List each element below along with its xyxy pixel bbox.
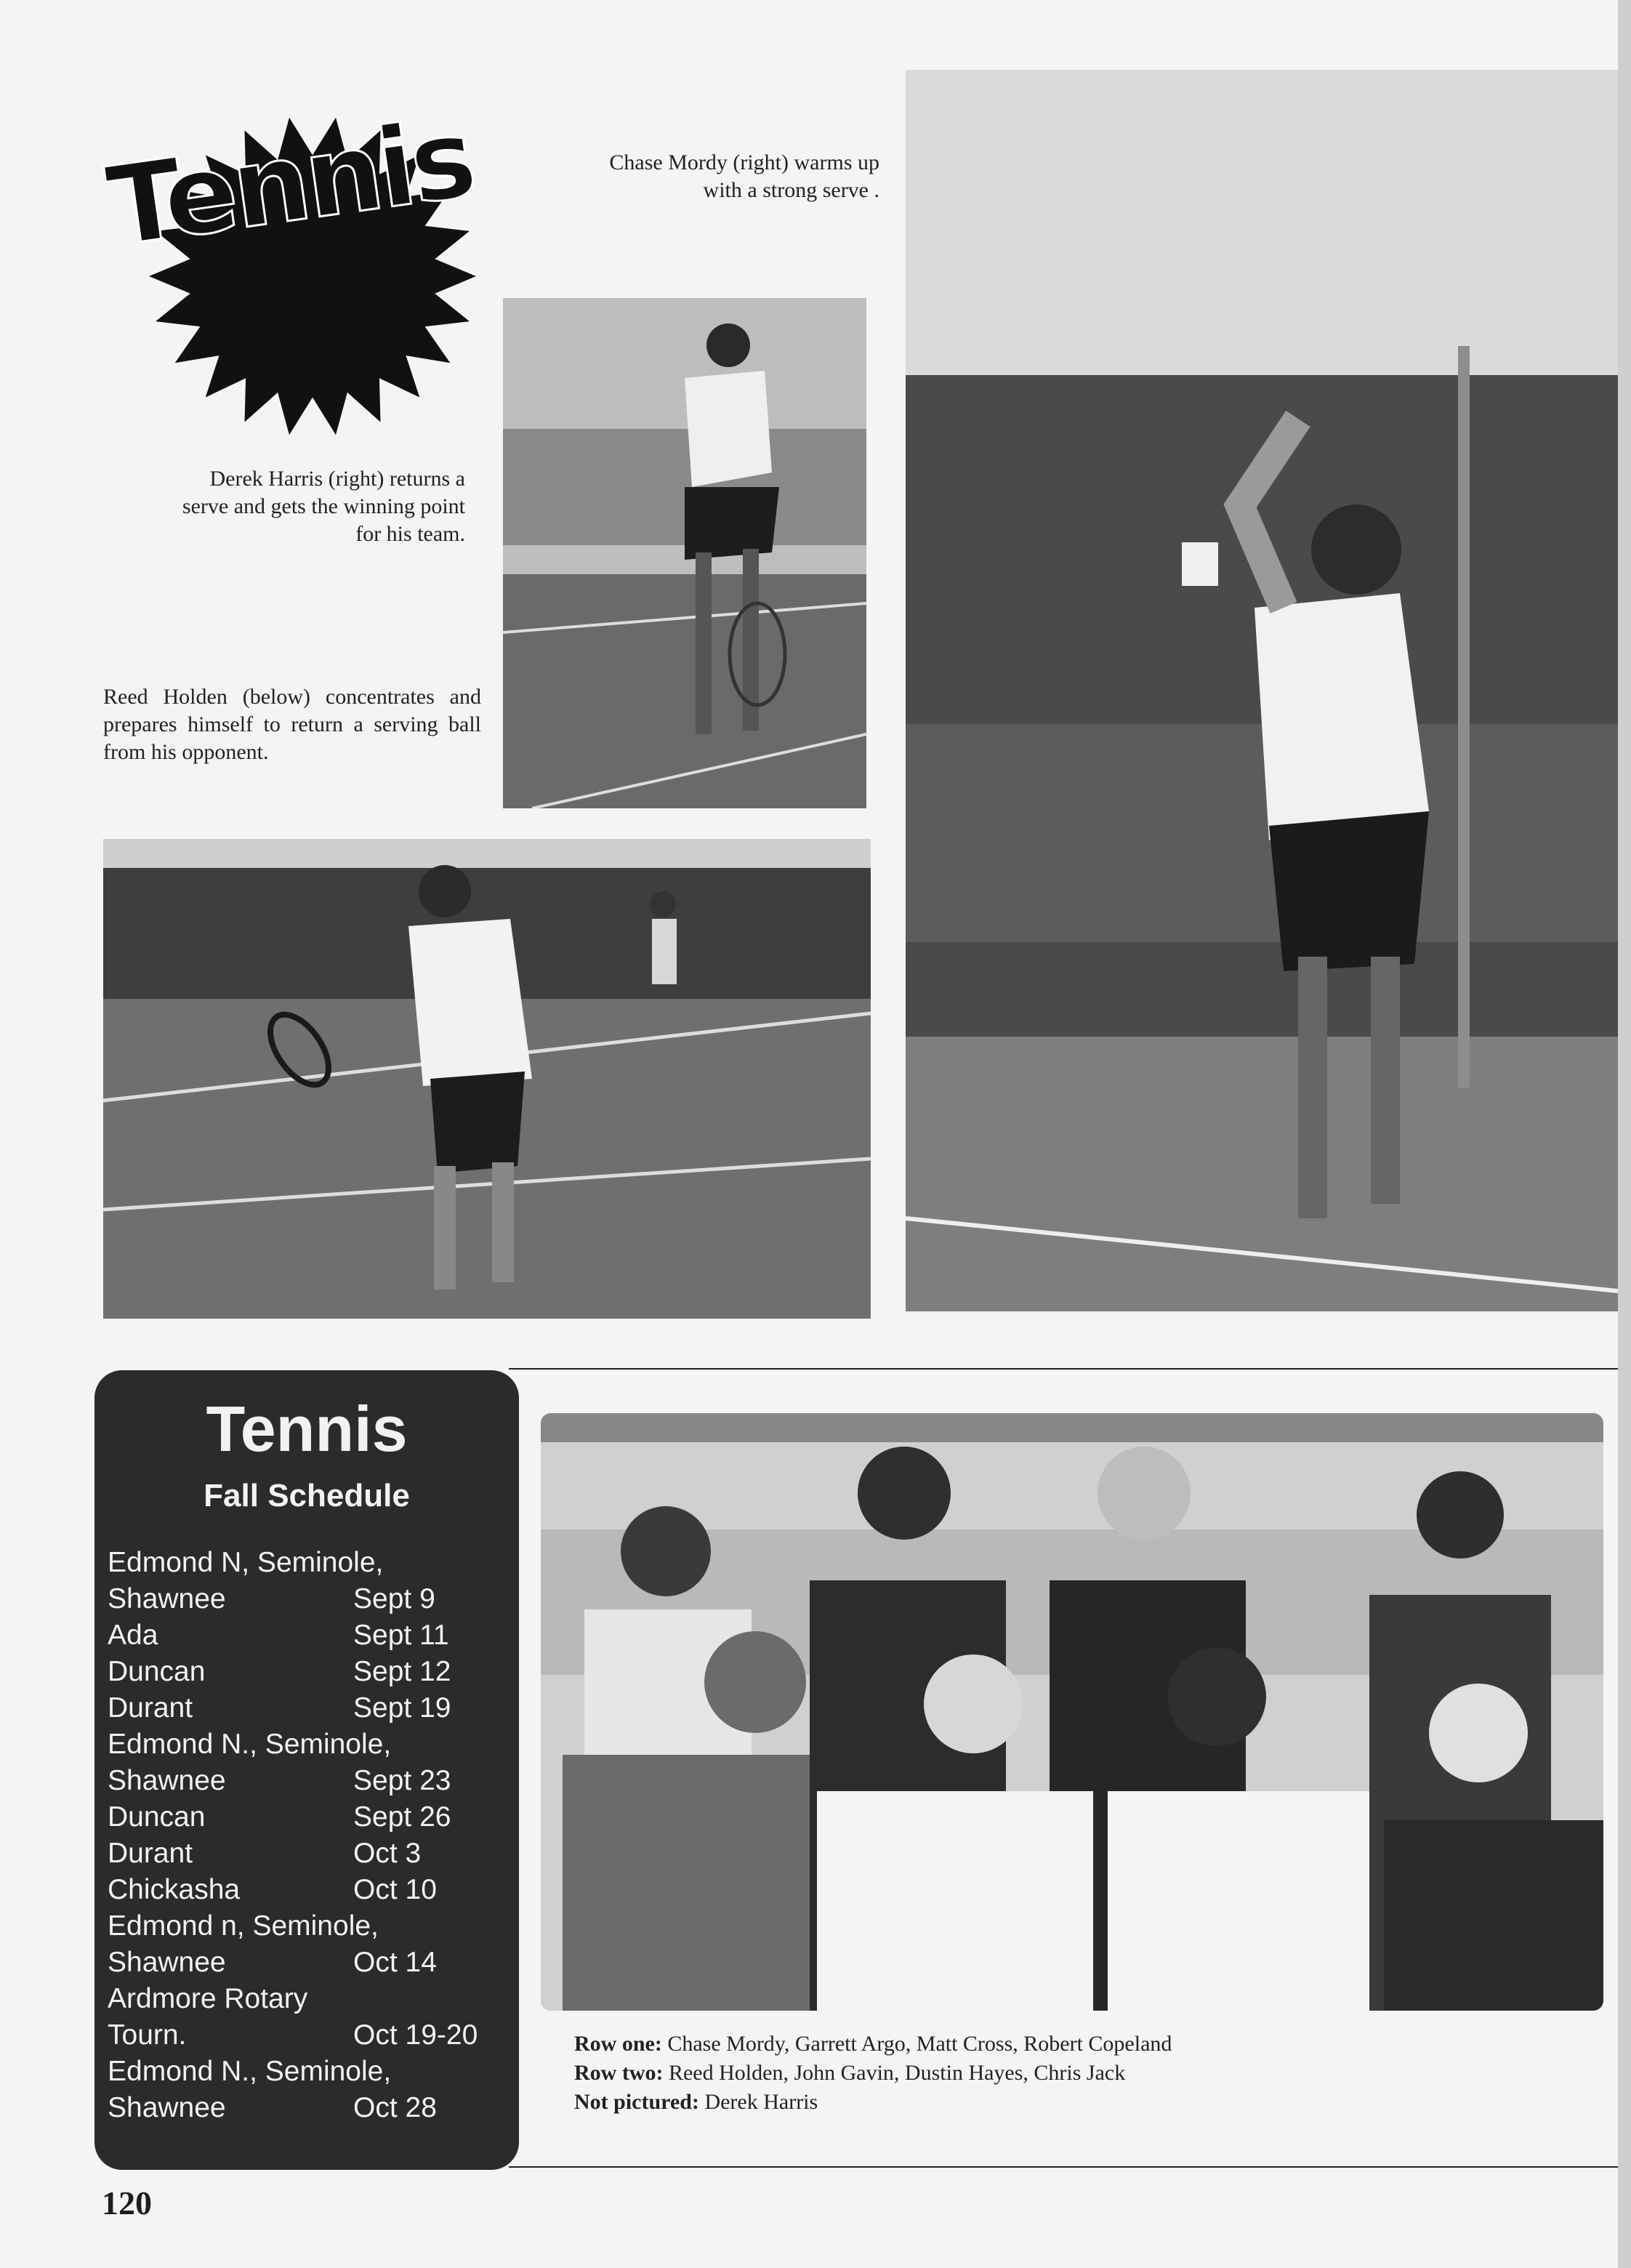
- not-pictured-label: Not pictured:: [574, 2090, 699, 2114]
- not-pictured-names: Derek Harris: [698, 2090, 818, 2114]
- page-number: 120: [102, 2184, 152, 2221]
- bottom-rule: [509, 2166, 1618, 2168]
- schedule-row: [108, 1872, 515, 1908]
- row-two-label: Row two:: [574, 2061, 664, 2085]
- schedule-date: Sept 23: [353, 1765, 451, 1796]
- schedule-opponent: Shawnee: [108, 1765, 226, 1796]
- schedule-row: [108, 1726, 515, 1763]
- schedule-row: [108, 1690, 515, 1726]
- schedule-opponent: Durant: [108, 1838, 193, 1869]
- schedule-row: [108, 1654, 515, 1690]
- schedule-date: Oct 19-20: [353, 2019, 478, 2051]
- schedule-row: [108, 2054, 515, 2090]
- schedule-date: Oct 10: [353, 1874, 437, 1905]
- schedule-opponent: Durant: [108, 1692, 193, 1724]
- logo-word: Tennis: [100, 94, 480, 272]
- schedule-date: Oct 14: [353, 1947, 437, 1978]
- schedule-row: [108, 1763, 515, 1799]
- schedule-row: [108, 2017, 515, 2054]
- top-rule: [509, 1368, 1618, 1370]
- row-two-names: Reed Holden, John Gavin, Dustin Hayes, Chris Jack: [663, 2061, 1126, 2085]
- schedule-date: Sept 9: [353, 1583, 435, 1614]
- schedule-list: [108, 1545, 515, 2126]
- schedule-row: [108, 1945, 515, 1981]
- caption-row-one: [574, 2030, 1172, 2059]
- row-one-label: Row one:: [574, 2032, 662, 2056]
- row-one-names: Chase Mordy, Garrett Argo, Matt Cross, Robert Copeland: [661, 2032, 1172, 2056]
- photo-chase-mordy: [906, 70, 1618, 1311]
- schedule-opponent: Edmond N, Seminole,: [108, 1547, 384, 1578]
- photo-reed-holden: [103, 839, 871, 1319]
- schedule-date: Sept 19: [353, 1692, 451, 1724]
- schedule-opponent: Shawnee: [108, 2092, 226, 2123]
- schedule-row: [108, 1545, 515, 1581]
- schedule-opponent: Tourn.: [108, 2019, 187, 2051]
- schedule-opponent: Shawnee: [108, 1947, 226, 1978]
- schedule-date: Oct 3: [353, 1838, 422, 1869]
- caption-chase: Chase Mordy (right) warms up with a strong serve .: [609, 150, 879, 202]
- schedule-opponent: Duncan: [108, 1656, 206, 1687]
- schedule-opponent: Shawnee: [108, 1583, 226, 1614]
- schedule-opponent: Edmond N., Seminole,: [108, 1729, 392, 1760]
- schedule-subtitle: Fall Schedule: [204, 1478, 410, 1513]
- caption-reed: Reed Holden (below) concentrates and prepares himself to return a serving ball from his opponent.: [103, 685, 481, 764]
- schedule-date: Sept 12: [353, 1656, 451, 1687]
- schedule-opponent: Ada: [108, 1620, 158, 1651]
- schedule-row: [108, 1799, 515, 1835]
- schedule-row: [108, 1981, 515, 2017]
- schedule-panel: [94, 1370, 519, 2170]
- schedule-row: [108, 1617, 515, 1654]
- schedule-date: Sept 26: [353, 1801, 451, 1833]
- schedule-row: [108, 1581, 515, 1617]
- caption-row-two: [574, 2059, 1172, 2088]
- page-edge: [1618, 0, 1631, 2268]
- schedule-row: [108, 1835, 515, 1872]
- photo-team: [541, 1413, 1603, 2011]
- team-photo-caption: [574, 2030, 1172, 2117]
- schedule-opponent: Chickasha: [108, 1874, 241, 1905]
- photo-derek-harris: [503, 298, 866, 808]
- schedule-row: [108, 2090, 515, 2126]
- schedule-opponent: Edmond N., Seminole,: [108, 2056, 392, 2087]
- schedule-title: Tennis: [206, 1393, 408, 1465]
- schedule-date: Oct 28: [353, 2092, 437, 2123]
- schedule-opponent: Ardmore Rotary: [108, 1983, 308, 2014]
- caption-not-pictured: [574, 2088, 1172, 2117]
- caption-derek: Derek Harris (right) returns a serve and gets the winning point for his team.: [182, 467, 465, 546]
- schedule-opponent: Duncan: [108, 1801, 206, 1833]
- schedule-row: [108, 1908, 515, 1945]
- schedule-date: Sept 11: [353, 1620, 449, 1651]
- schedule-opponent: Edmond n, Seminole,: [108, 1910, 379, 1942]
